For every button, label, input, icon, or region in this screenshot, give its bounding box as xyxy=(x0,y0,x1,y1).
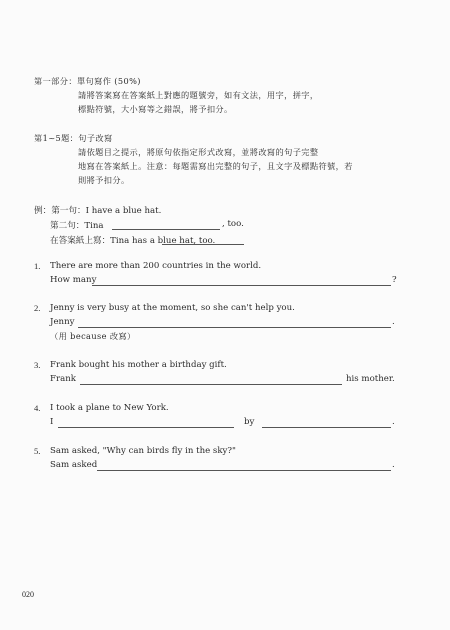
part2-instruction-line3: 則將予扣分。 xyxy=(78,175,130,185)
question-4-prompt: I xyxy=(50,417,54,427)
question-3-text: Frank bought his mother a birthday gift. xyxy=(50,360,227,370)
part1-heading: 第一部分：單句寫作 (50%) xyxy=(34,76,141,86)
question-2-text: Jenny is very busy at the moment, so she can't help you. xyxy=(50,303,295,313)
example-line2-suffix: , too. xyxy=(222,219,244,229)
question-5-text: Sam asked, "Why can birds fly in the sky?" xyxy=(50,446,236,456)
example-answer-underline xyxy=(162,244,244,245)
part2-heading: 第1~5題：句子改寫 xyxy=(34,133,113,143)
page-number: 020 xyxy=(22,590,34,599)
question-3-answer-line[interactable] xyxy=(80,384,342,385)
example-line2-prefix: 第二句：Tina xyxy=(50,221,104,231)
question-5-end: . xyxy=(392,460,395,470)
question-number: 4. xyxy=(34,403,41,413)
part1-instruction-line2: 標點符號，大小寫等之錯誤，將予扣分。 xyxy=(78,104,233,114)
question-number: 3. xyxy=(34,360,41,370)
question-2-end: . xyxy=(392,317,395,327)
question-4-answer-line-1[interactable] xyxy=(58,427,234,428)
example-answer-blank xyxy=(112,229,220,230)
part2-instruction-line1: 請依題目之提示，將原句依指定形式改寫，並將改寫的句子完整 xyxy=(78,147,319,157)
question-1-end: ? xyxy=(392,275,397,285)
question-number: 2. xyxy=(34,303,41,313)
question-4-answer-line-2[interactable] xyxy=(262,427,391,428)
question-4-text: I took a plane to New York. xyxy=(50,403,169,413)
question-2-answer-line[interactable] xyxy=(78,327,391,328)
question-1-prompt: How many xyxy=(50,275,97,285)
example-line3: 在答案紙上寫：Tina has a blue hat, too. xyxy=(50,236,216,246)
question-2-prompt: Jenny xyxy=(50,317,75,327)
question-3-end: his mother. xyxy=(346,374,395,384)
part1-instruction-line1: 請將答案寫在答案紙上對應的題號旁，如有文法，用字，拼字， xyxy=(78,90,319,100)
question-number: 5. xyxy=(34,446,41,456)
question-2-hint: （用 because 改寫） xyxy=(50,331,136,341)
example-line1: 例：第一句：I have a blue hat. xyxy=(34,206,162,216)
part2-instruction-line2: 地寫在答案紙上。注意：每題需寫出完整的句子，且文字及標點符號，若 xyxy=(78,161,353,171)
question-number: 1. xyxy=(34,261,41,271)
question-5-answer-line[interactable] xyxy=(97,470,391,471)
question-1-text: There are more than 200 countries in the world. xyxy=(50,261,262,271)
question-4-mid: by xyxy=(244,417,255,427)
question-5-prompt: Sam asked xyxy=(50,460,98,470)
question-1-answer-line[interactable] xyxy=(92,285,391,286)
question-4-end: . xyxy=(392,417,395,427)
question-3-prompt: Frank xyxy=(50,374,76,384)
